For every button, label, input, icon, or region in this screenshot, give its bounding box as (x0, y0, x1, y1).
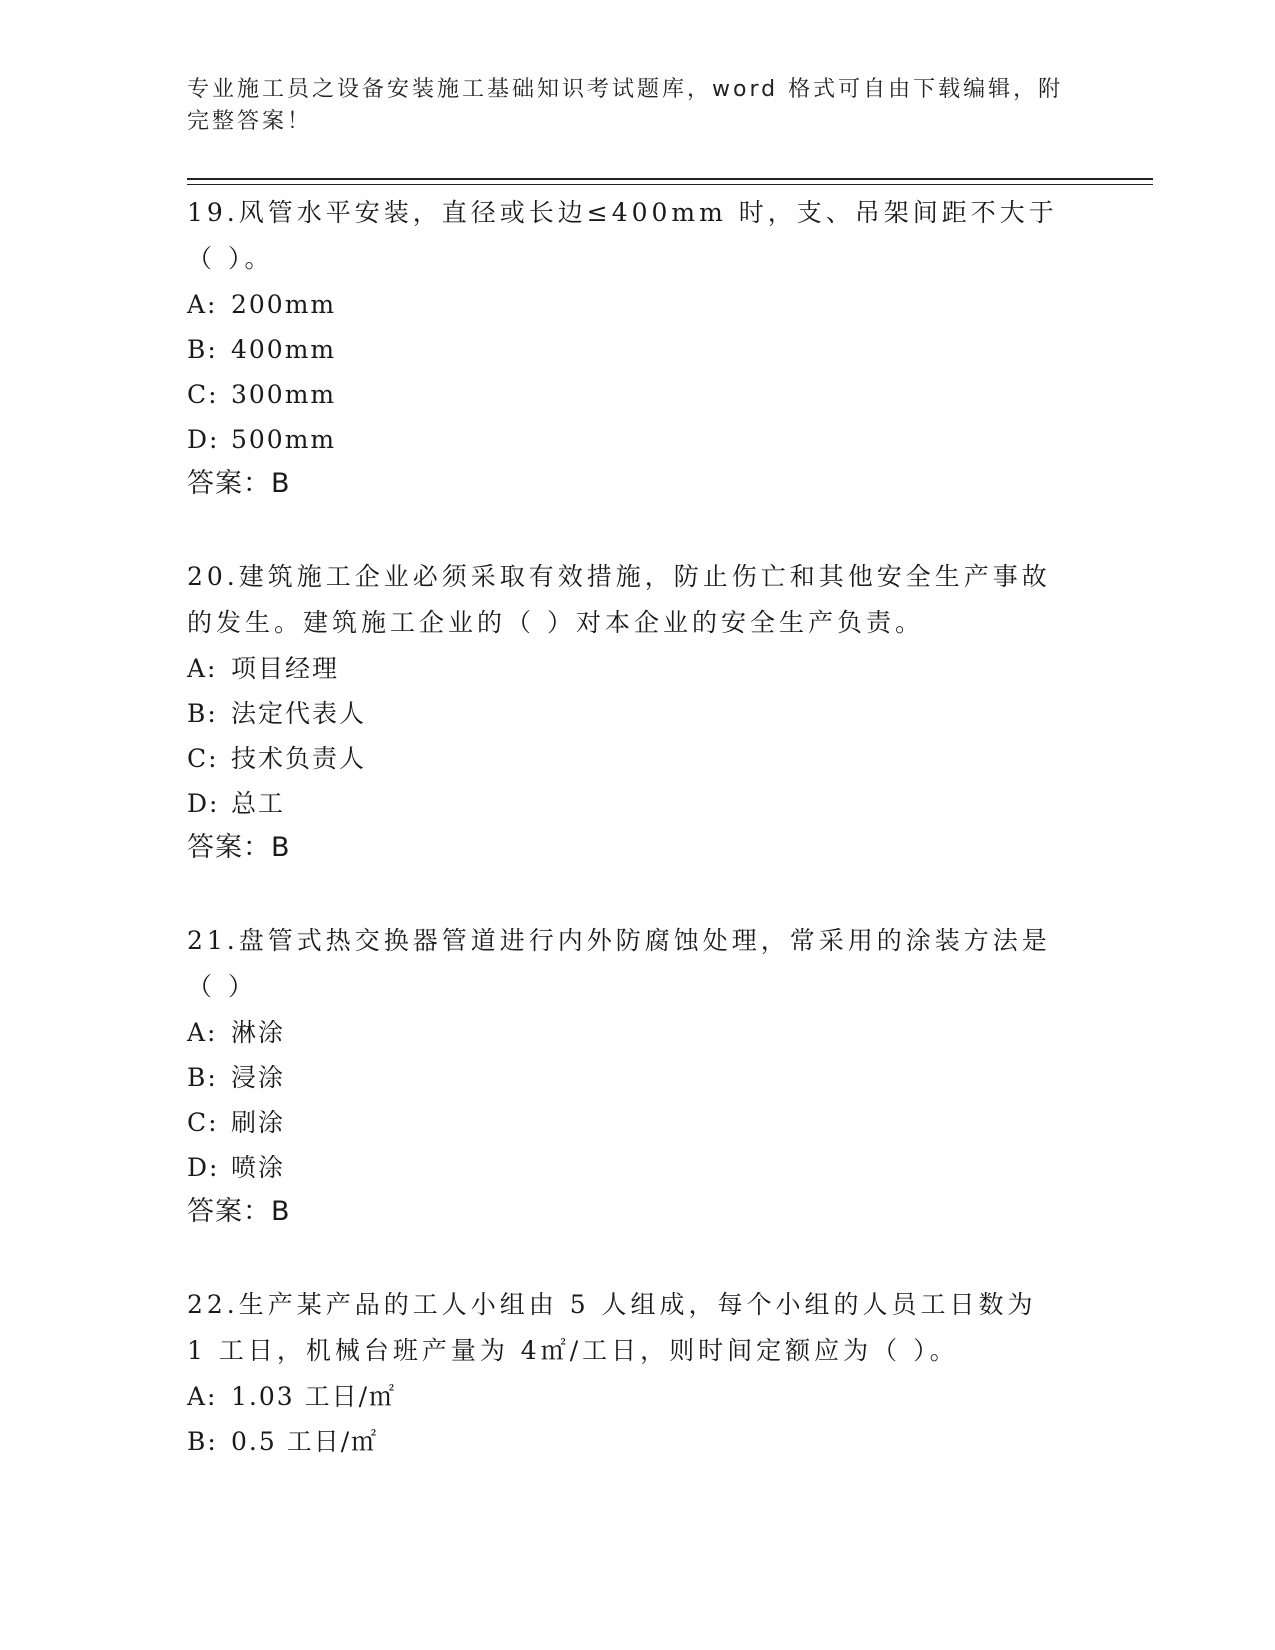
option-key: B: (187, 1063, 218, 1092)
option-text: 200mm (231, 290, 337, 319)
option-key: C: (187, 744, 219, 773)
option-text: 400mm (231, 335, 337, 364)
option-key: A: (187, 290, 218, 319)
option-b (187, 691, 1067, 736)
question-stem: 22.生产某产品的工人小组由 5 人组成，每个小组的人员工日数为 1 工日，机械台班产量为 4㎡/工日，则时间定额应为（ ）。 (187, 1290, 1037, 1365)
option-key: B: (187, 699, 218, 728)
question-list (187, 188, 1067, 1510)
option-key: B: (187, 335, 218, 364)
option-key: C: (187, 380, 219, 409)
option-text: 刷涂 (231, 1108, 286, 1137)
option-text: 300mm (231, 380, 337, 409)
option-text: 总工 (231, 789, 286, 818)
question-stem: 21.盘管式热交换器管道进行内外防腐蚀处理，常采用的涂装方法是（ ） (187, 926, 1051, 1001)
option-text: 淋涂 (231, 1018, 286, 1047)
option-text: 浸涂 (231, 1063, 286, 1092)
option-text: 0.5 工日/㎡ (231, 1427, 379, 1456)
option-b (187, 1419, 1067, 1464)
option-d (187, 1145, 1067, 1190)
header-divider-thick (187, 178, 1153, 180)
answer-line: 答案：B (187, 1196, 291, 1227)
option-a (187, 1374, 1067, 1419)
header-divider-thin (187, 184, 1153, 185)
option-a (187, 282, 1067, 327)
option-c (187, 372, 1067, 417)
option-text: 500mm (231, 425, 337, 454)
option-text: 1.03 工日/㎡ (231, 1382, 397, 1411)
question-22 (187, 1280, 1067, 1464)
option-key: D: (187, 1153, 220, 1182)
question-21 (187, 916, 1067, 1234)
question-stem: 19.风管水平安装，直径或长边≤400mm 时，支、吊架间距不大于（ ）。 (187, 198, 1058, 273)
option-d (187, 417, 1067, 462)
option-key: A: (187, 1018, 218, 1047)
option-key: A: (187, 1382, 218, 1411)
option-key: D: (187, 425, 220, 454)
option-c (187, 736, 1067, 781)
option-key: A: (187, 654, 218, 683)
option-key: C: (187, 1108, 219, 1137)
option-a (187, 646, 1067, 691)
option-text: 技术负责人 (231, 744, 367, 773)
option-c (187, 1100, 1067, 1145)
option-d (187, 781, 1067, 826)
option-a (187, 1010, 1067, 1055)
question-stem: 20.建筑施工企业必须采取有效措施，防止伤亡和其他安全生产事故的发生。建筑施工企业的（ ）对本企业的安全生产负责。 (187, 562, 1051, 637)
question-20 (187, 552, 1067, 870)
option-b (187, 1055, 1067, 1100)
option-text: 项目经理 (231, 654, 340, 683)
option-text: 法定代表人 (231, 699, 367, 728)
question-19 (187, 188, 1067, 506)
answer-line: 答案：B (187, 832, 291, 863)
option-b (187, 327, 1067, 372)
option-key: D: (187, 789, 220, 818)
answer-line: 答案：B (187, 468, 291, 499)
document-header: 专业施工员之设备安装施工基础知识考试题库，word 格式可自由下载编辑，附完整答案！ (187, 77, 1064, 134)
option-key: B: (187, 1427, 218, 1456)
option-text: 喷涂 (231, 1153, 286, 1182)
